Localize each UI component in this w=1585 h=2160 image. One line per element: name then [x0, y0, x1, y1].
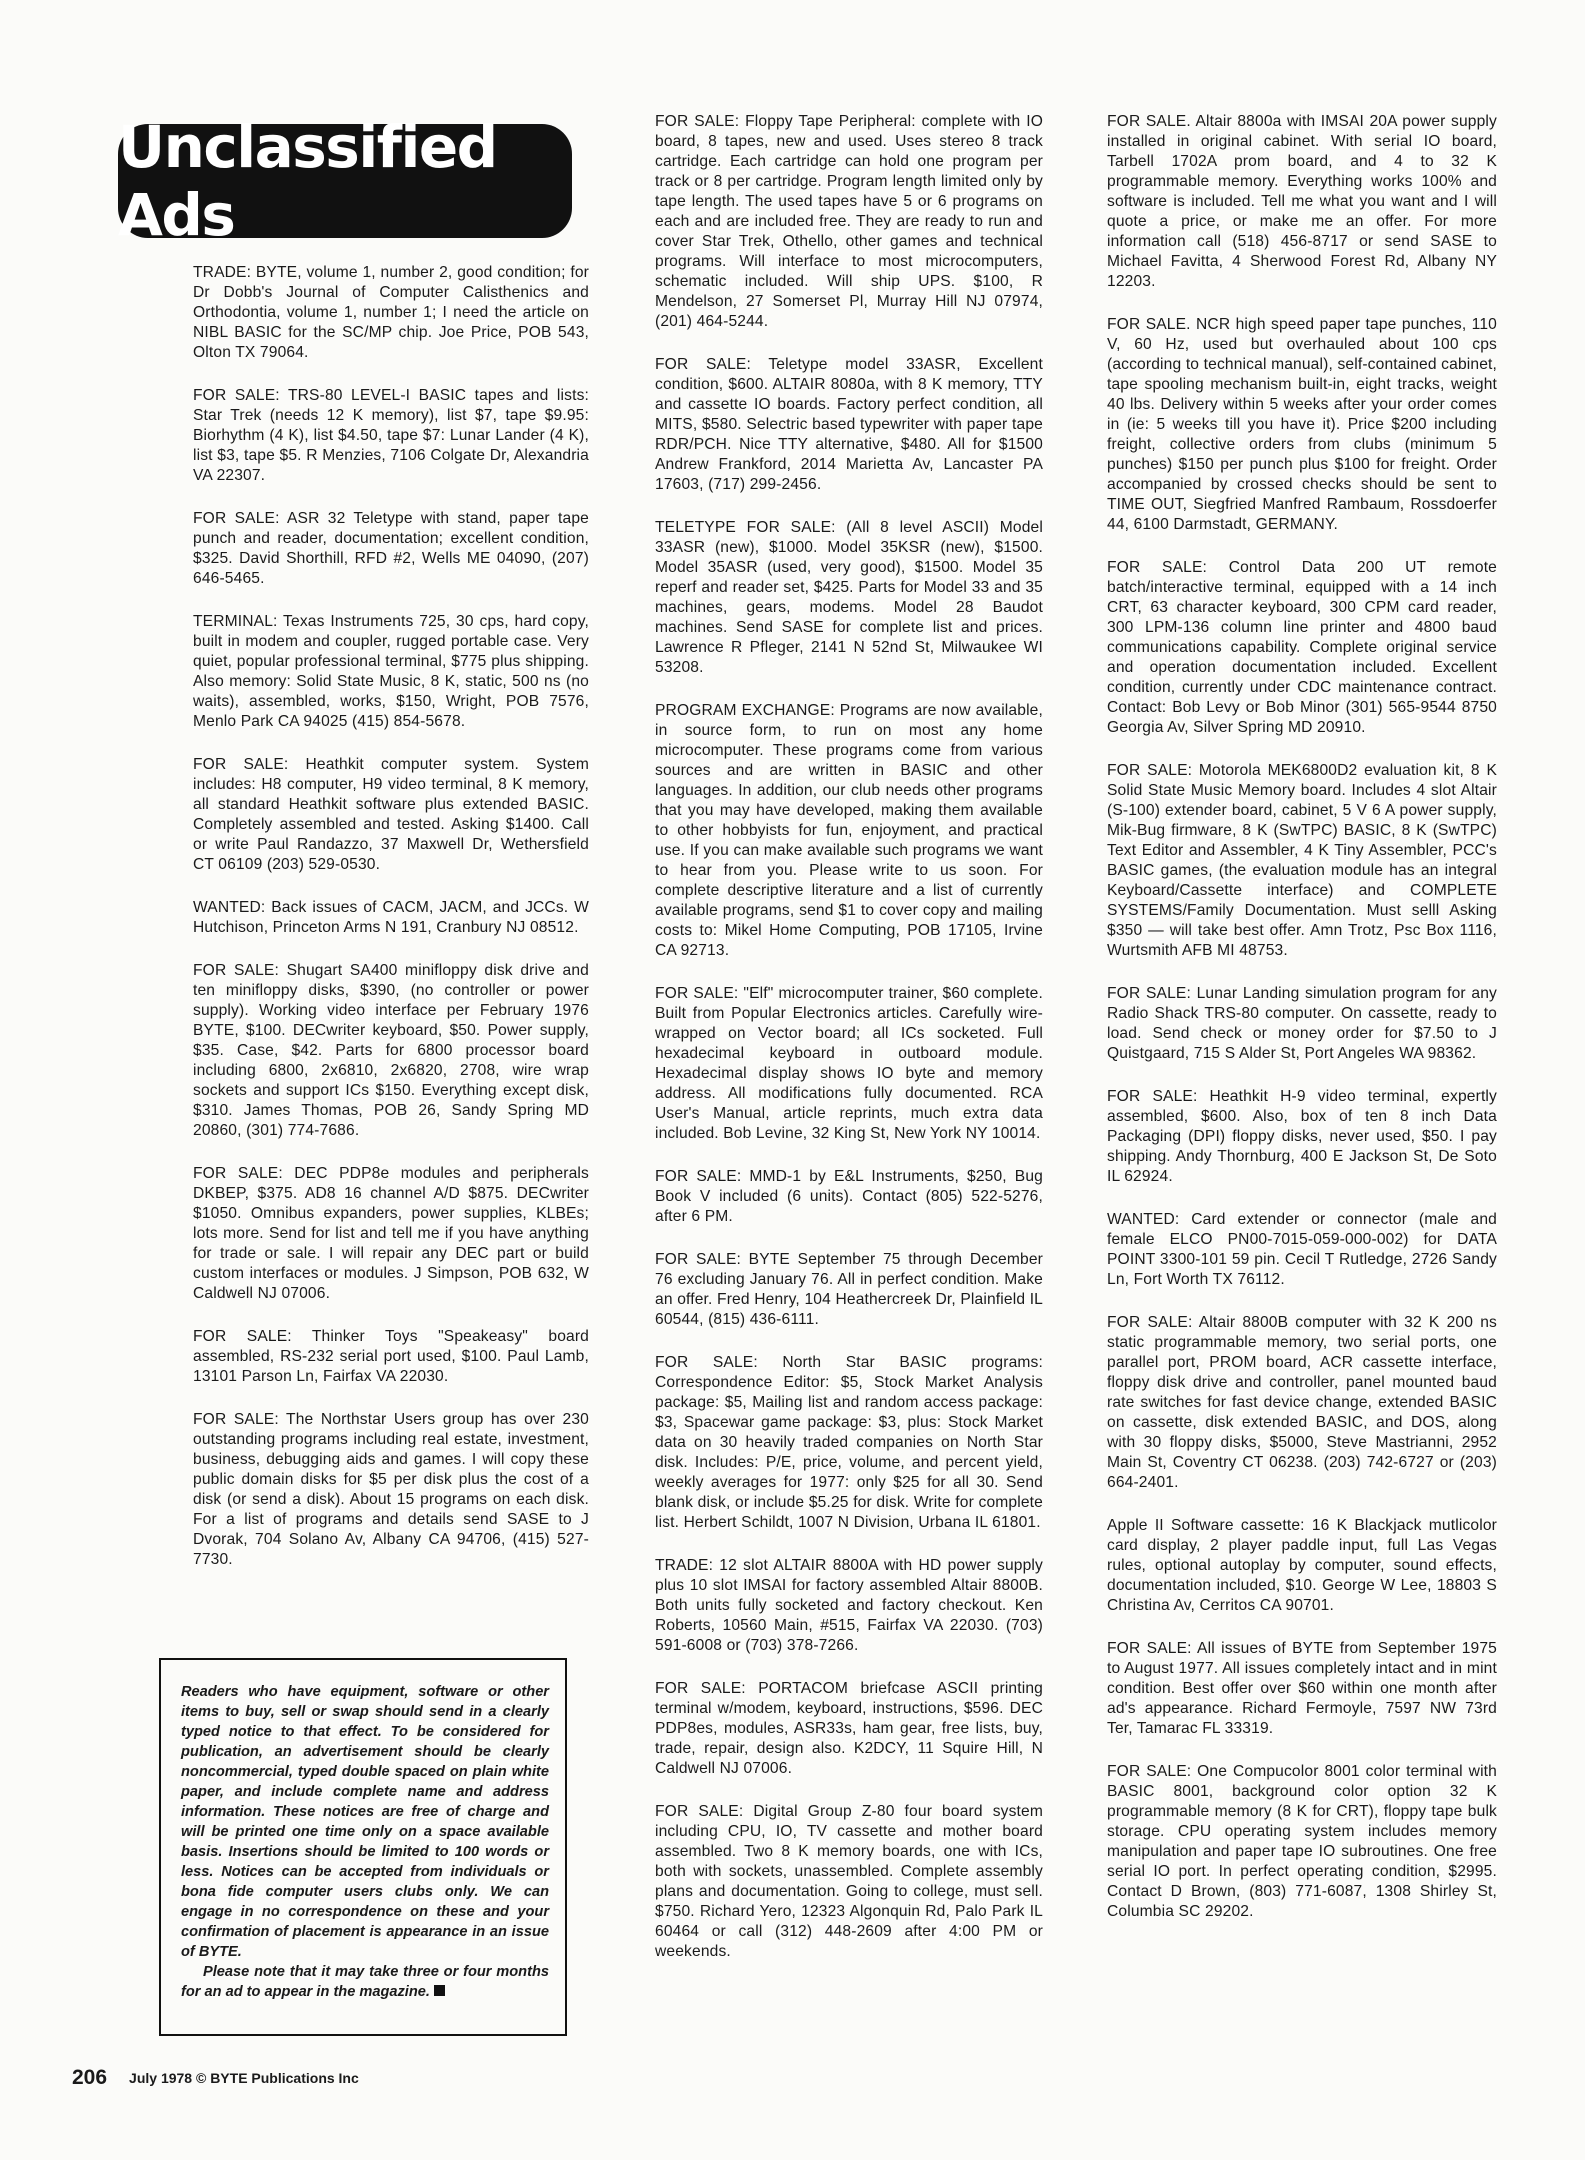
end-square-icon	[434, 1985, 445, 1996]
classified-ad: FOR SALE: Motorola MEK6800D2 evaluation kit, 8 K Solid State Music Memory board. Includes 4 slot Altair (S-100) extender board, cabinet, 5 V 6 A power supply, Mik-Bug firmware, 8 K (SwTPC) BASIC, 8 K (SwTPC) Text Editor and Assembler, 4 K Tiny Assembler, PCC's BASIC games, (the evaluation module has an integral Keyboard/Cassette interface) and COMPLETE SYSTEMS/Family Documentation. Must selll Asking $350 — will take best offer. Amn Trotz, Psc Box 1116, Wurtsmith AFB MI 48753.	[1107, 762, 1497, 959]
classified-ad: FOR SALE: DEC PDP8e modules and peripherals DKBEP, $375. AD8 16 channel A/D $875. DECwriter $1050. Omnibus expanders, power supplies, KLBEs; lots more. Send for list and tell me if you have anything for trade or sale. I will repair any DEC part or build custom interfaces or modules. J Simpson, POB 632, W Caldwell NJ 07006.	[193, 1165, 589, 1302]
section-title-banner	[118, 113, 572, 249]
section-title: Unclassified Ads	[118, 113, 497, 249]
classified-ad: FOR SALE: Floppy Tape Peripheral: complete with IO board, 8 tapes, new and used. Uses stereo 8 track cartridge. Each cartridge can hold one program per track or 8 per cartridge. Program length limited only by tape length. The used tapes have 5 or 6 programs on each and are included free. They are ready to run and cover Star Trek, Othello, other games and technical programs. Will interface to most microcomputers, schematic included. Will ship UPS. $100, R Mendelson, 27 Somerset Pl, Murray Hill NJ 07974, (201) 464-5244.	[655, 113, 1043, 330]
notice-paragraph: Readers who have equipment, software or other items to buy, sell or swap should send in a clearly typed notice to that effect. To be considered for publication, an advertisement should be clearly noncommercial, typed double spaced on plain white paper, and include complete name and address information. These notices are free of charge and will be printed one time only on a space available basis. Insertions should be limited to 100 words or less. Notices can be accepted from individuals or bona fide computer users clubs only. We can engage in no correspondence on these and your confirmation of placement is appearance in an issue of BYTE.	[181, 1684, 549, 1960]
footer-credit: July 1978 © BYTE Publications Inc	[129, 2070, 359, 2086]
classified-ad: FOR SALE: MMD-1 by E&L Instruments, $250, Bug Book V included (6 units). Contact (805) 522-5276, after 6 PM.	[655, 1168, 1043, 1225]
classified-ad: FOR SALE. Altair 8800a with IMSAI 20A power supply installed in original cabinet. With serial IO board, Tarbell 1702A prom board, and 4 to 32 K programmable memory. Everything works 100% and software is included. Tell me what you want and I will quote a price, or make me an offer. For more information call (518) 456-8717 or send SASE to Michael Favitta, 4 Sherwood Forest Rd, Albany NY 12203.	[1107, 113, 1497, 290]
classified-ad: PROGRAM EXCHANGE: Programs are now available, in source form, to run on most any home microcomputer. These programs come from various sources and are written in BASIC and other languages. In addition, our club needs other programs that you may have developed, making them available to other hobbyists for fun, enjoyment, and practical use. If you can make available such programs we want to hear from you. Please write to us soon. For complete descriptive literature and a list of currently available programs, send $1 to cover copy and mailing costs to: Mikel Home Computing, POB 17105, Irvine CA 92713.	[655, 702, 1043, 959]
classified-ad: Apple II Software cassette: 16 K Blackjack mutlicolor card display, 2 player paddle input, full Las Vegas rules, optional autoplay by computer, sound effects, documentation included, $10. George W Lee, 18803 S Christina Av, Cerritos CA 90701.	[1107, 1517, 1497, 1614]
classified-ad: FOR SALE: Shugart SA400 minifloppy disk drive and ten minifloppy disks, $390, (no controller or power supply). Working video interface per February 1976 BYTE, $100. DECwriter keyboard, $50. Power supply, $35. Case, $42. Parts for 6800 processor board including 6800, 2x6810, 2x6820, 2708, wire wrap sockets and support ICs $150. Everything except disk, $310. James Thomas, POB 26, Sandy Spring MD 20860, (301) 774-7686.	[193, 962, 589, 1139]
classified-ad: FOR SALE: TRS-80 LEVEL-I BASIC tapes and lists: Star Trek (needs 12 K memory), list $7, tape $9.95: Biorhythm (4 K), list $4.50, tape $7: Lunar Lander (4 K), list $3, tape $5. R Menzies, 7106 Colgate Dr, Alexandria VA 22307.	[193, 387, 589, 484]
classified-ad: FOR SALE: The Northstar Users group has over 230 outstanding programs including real estate, investment, business, debugging aids and games. I will copy these public domain disks for $5 per disk plus the cost of a disk (or send a disk). About 15 programs on each disk. For a list of programs and details send SASE to J Dvorak, 704 Solano Av, Albany CA 94706, (415) 527-7730.	[193, 1411, 589, 1568]
notice-text: Please note that it may take three or four months for an ad to appear in the magazine.	[181, 1964, 549, 2000]
classified-ad: FOR SALE: Control Data 200 UT remote batch/interactive terminal, equipped with a 14 inch CRT, 63 character keyboard, 300 CPM card reader, 300 LPM-136 column line printer and 4800 baud communications capability. Complete original service and operation documentation included. Excellent condition, currently under CDC maintenance contract. Contact: Bob Levy or Bob Minor (301) 565-9544 8750 Georgia Av, Silver Spring MD 20910.	[1107, 559, 1497, 736]
classified-ad: FOR SALE: ASR 32 Teletype with stand, paper tape punch and reader, documentation; excellent condition, $325. David Shorthill, RFD #2, Wells ME 04090, (207) 646-5465.	[193, 510, 589, 587]
page-footer	[72, 2066, 359, 2090]
ad-column-3	[1107, 112, 1497, 1945]
classified-ad: FOR SALE: Lunar Landing simulation program for any Radio Shack TRS-80 computer. On cassette, ready to load. Send check or money order for $7.50 to J Quistgaard, 715 S Alder St, Port Angeles WA 98362.	[1107, 985, 1497, 1062]
classified-ad: FOR SALE: BYTE September 75 through December 76 excluding January 76. All in perfect condition. Make an offer. Fred Henry, 104 Heathercreek Dr, Plainfield IL 60544, (815) 436-6111.	[655, 1251, 1043, 1328]
classified-ad: FOR SALE: Heathkit H-9 video terminal, expertly assembled, $600. Also, box of ten 8 inch Data Packaging (DPI) floppy disks, never used, $50. I pay shipping. Andy Thornburg, 400 E Jackson St, De Soto IL 62924.	[1107, 1088, 1497, 1185]
classified-ad: FOR SALE: All issues of BYTE from September 1975 to August 1977. All issues completely intact and in mint condition. Best offer over $60 within one month after ad's appearance. Richard Fermoyle, 7597 NW 73rd Ter, Tamarac FL 33319.	[1107, 1640, 1497, 1737]
classified-ad: WANTED: Back issues of CACM, JACM, and JCCs. W Hutchison, Princeton Arms N 191, Cranbury NJ 08512.	[193, 899, 589, 936]
classified-ad: TRADE: 12 slot ALTAIR 8800A with HD power supply plus 10 slot IMSAI for factory assembled Altair 8800B. Both units fully socketed and factory checkout. Ken Roberts, 10560 Main, #515, Fairfax VA 22030. (703) 591-6008 or (703) 378-7266.	[655, 1557, 1043, 1654]
ad-column-1	[193, 263, 589, 1593]
classified-ad: FOR SALE: One Compucolor 8001 color terminal with BASIC 8001, background color option 32 K programmable memory (8 K for CRT), floppy tape bulk storage. CPU operating system includes memory manipulation and paper tape IO subroutines. One free serial IO port. In perfect operating condition, $2995. Contact D Brown, (803) 771-6087, 1308 Shirley St, Columbia SC 29202.	[1107, 1763, 1497, 1920]
classified-ad: FOR SALE: Thinker Toys "Speakeasy" board assembled, RS-232 serial port used, $100. Paul Lamb, 13101 Parson Ln, Fairfax VA 22030.	[193, 1328, 589, 1385]
classified-ad: TRADE: BYTE, volume 1, number 2, good condition; for Dr Dobb's Journal of Computer Calisthenics and Orthodontia, volume 1, number 1; I need the article on NIBL BASIC for the SC/MP chip. Joe Price, POB 543, Olton TX 79064.	[193, 264, 589, 361]
classified-ad: FOR SALE. NCR high speed paper tape punches, 110 V, 60 Hz, used but overhauled about 100 cps (according to technical manual), self-contained cabinet, tape spooling mechanism built-in, eight tracks, weight 40 lbs. Delivery within 5 weeks after your order comes in (ie: 5 weeks till you have it). Price $200 including freight, collective orders from clubs (minimum 5 punches) $150 per punch plus $100 for freight. Order accompanied by crossed checks should be sent to TIME OUT, Siegfried Manfred Rambaum, Rossdoerfer 44, 6100 Darmstadt, GERMANY.	[1107, 316, 1497, 533]
classified-ad: FOR SALE: Heathkit computer system. System includes: H8 computer, H9 video terminal, 8 K memory, all standard Heathkit software plus extended BASIC. Completely assembled and tested. Asking $1400. Call or write Paul Randazzo, 37 Maxwell Dr, Wethersfield CT 06109 (203) 529-0530.	[193, 756, 589, 873]
classified-ad: FOR SALE: North Star BASIC programs: Correspondence Editor: $5, Stock Market Analysis package: $5, Mailing list and random access package: $3, Spacewar game package: $3, plus: Stock Market data on 30 heavily traded companies on North Star disk. Includes: P/E, price, volume, and percent yield, weekly averages for 1977: only $25 for all 30. Send blank disk, or include $5.25 for disk. Write for complete list. Herbert Schildt, 1007 N Division, Urbana IL 61801.	[655, 1354, 1043, 1531]
classified-ad: FOR SALE: Digital Group Z-80 four board system including CPU, IO, TV cassette and mother board assembled. Two 8 K memory boards, one with ICs, both with sockets, unassembled. Complete assembly plans and documentation. Going to college, must sell. $750. Richard Yero, 12323 Algonquin Rd, Palo Park IL 60464 or call (312) 448-2609 after 4:00 PM or weekends.	[655, 1803, 1043, 1960]
page-number: 206	[72, 2066, 108, 2089]
ad-column-2	[655, 112, 1043, 1985]
notice-paragraph	[181, 1962, 549, 2002]
classified-ad: FOR SALE: "Elf" microcomputer trainer, $60 complete. Built from Popular Electronics articles. Carefully wire-wrapped on Vector board; all ICs socketed. Full hexadecimal keyboard in outboard module. Hexadecimal display shows IO byte and memory address. All modifications fully documented. RCA User's Manual, article reprints, much extra data included. Bob Levine, 32 King St, New York NY 10014.	[655, 985, 1043, 1142]
classified-ad: FOR SALE: Altair 8800B computer with 32 K 200 ns static programmable memory, two serial ports, one parallel port, PROM board, ACR cassette interface, floppy disk drive and controller, panel mounted baud rate switches for fast device change, extended BASIC on cassette, disk extended BASIC, and DOS, along with 30 floppy disks, $5000, Steve Mastrianni, 2952 Main St, Coventry CT 06238. (203) 742-6727 or (203) 664-2401.	[1107, 1314, 1497, 1491]
classified-ad: TELETYPE FOR SALE: (All 8 level ASCII) Model 33ASR (new), $1000. Model 35KSR (new), $1500. Model 35ASR (used, very good), $1500. Model 35 reperf and reader set, $425. Parts for Model 33 and 35 machines, gears, modems. Model 28 Baudot machines. Send SASE for complete list and prices. Lawrence R Pfleger, 2141 N 52nd St, Milwaukee WI 53208.	[655, 519, 1043, 676]
submission-notice-box	[159, 1658, 567, 2036]
classified-ad: WANTED: Card extender or connector (male and female ELCO PN00-7015-059-000-002) for DATA POINT 3300-101 59 pin. Cecil T Rutledge, 2726 Sandy Ln, Fort Worth TX 76112.	[1107, 1211, 1497, 1288]
classified-ad: FOR SALE: PORTACOM briefcase ASCII printing terminal w/modem, keyboard, instructions, $596. DEC PDP8es, modules, ASR33s, ham gear, free lists, buy, trade, repair, design also. K2DCY, 11 Squire Hill, N Caldwell NJ 07006.	[655, 1680, 1043, 1777]
classified-ad: TERMINAL: Texas Instruments 725, 30 cps, hard copy, built in modem and coupler, rugged portable case. Very quiet, popular professional terminal, $775 plus shipping. Also memory: Solid State Music, 8 K, static, 500 ns (no waits), assembled, works, $150, Wright, POB 7576, Menlo Park CA 94025 (415) 854-5678.	[193, 613, 589, 730]
classified-ad: FOR SALE: Teletype model 33ASR, Excellent condition, $600. ALTAIR 8080a, with 8 K memory, TTY and cassette IO boards. Factory perfect condition, all MITS, $580. Selectric based typewriter with paper tape RDR/PCH. Nice TTY alternative, $480. All for $1500 Andrew Frankford, 2014 Marietta Av, Lancaster PA 17603, (717) 299-2456.	[655, 356, 1043, 493]
